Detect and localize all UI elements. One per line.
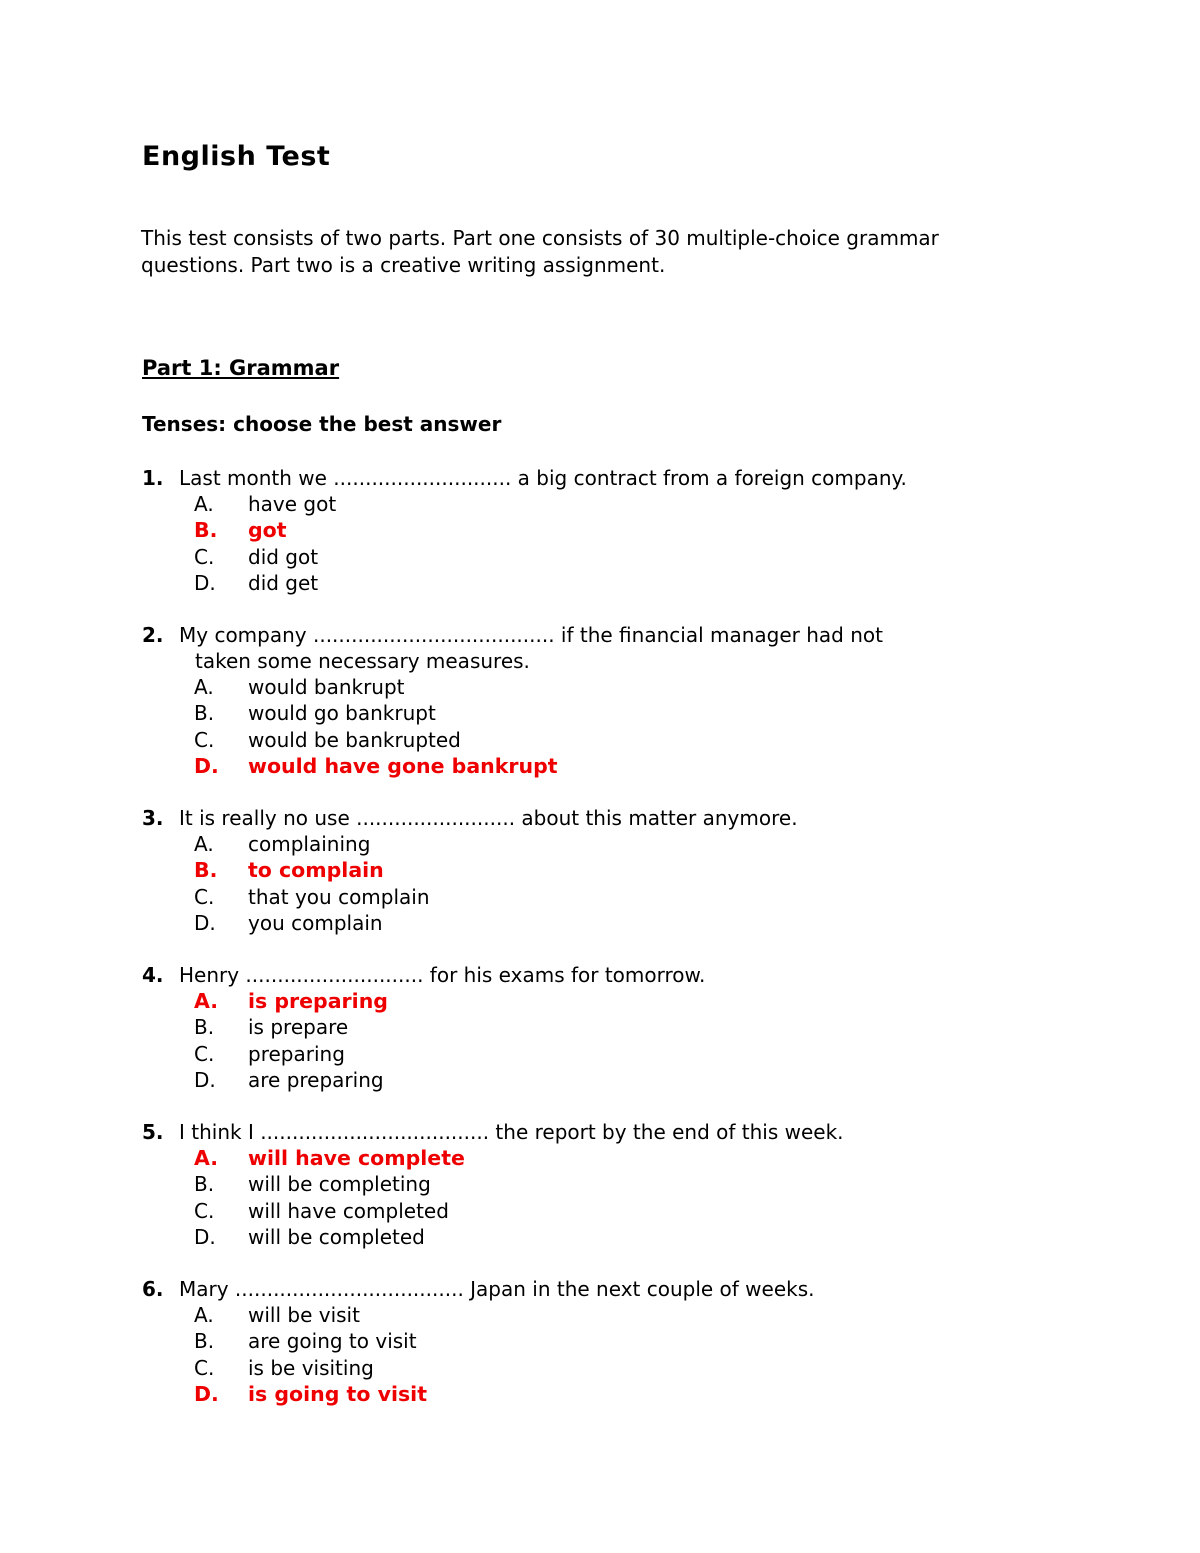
option-letter: D. bbox=[194, 1381, 219, 1406]
option-letter: A. bbox=[194, 832, 214, 856]
option-letter: B. bbox=[194, 858, 218, 883]
question-3 bbox=[142, 805, 1042, 936]
question-number: 1. bbox=[142, 466, 164, 490]
question-number: 6. bbox=[142, 1277, 164, 1301]
option-letter: C. bbox=[194, 1198, 215, 1223]
option-c[interactable] bbox=[142, 727, 1042, 753]
option-letter: C. bbox=[194, 1041, 215, 1066]
option-a[interactable] bbox=[142, 674, 1042, 700]
question-text: It is really no use ......................... about this matter anymore. bbox=[179, 806, 798, 830]
option-d-correct[interactable] bbox=[142, 1381, 1042, 1407]
option-text: will be completing bbox=[248, 1172, 431, 1197]
option-c[interactable] bbox=[142, 1198, 1042, 1224]
question-text: I think I .................................... the report by the end of this week. bbox=[179, 1120, 844, 1144]
question-text-continuation: taken some necessary measures. bbox=[195, 649, 530, 673]
option-text: are going to visit bbox=[248, 1329, 417, 1354]
option-letter: C. bbox=[194, 544, 215, 569]
question-text: Henry ............................ for his exams for tomorrow. bbox=[179, 963, 706, 987]
option-b[interactable] bbox=[142, 1328, 1042, 1354]
option-letter: C. bbox=[194, 727, 215, 752]
option-text: is be visiting bbox=[248, 1355, 374, 1380]
question-number: 3. bbox=[142, 806, 164, 830]
option-text: got bbox=[248, 518, 287, 543]
option-text: complaining bbox=[248, 832, 371, 856]
option-text: will have completed bbox=[248, 1198, 449, 1223]
section-heading: Tenses: choose the best answer bbox=[142, 412, 502, 436]
intro-paragraph: This test consists of two parts. Part one consists of 30 multiple-choice grammar questions. Part two is a creative writing assignment. bbox=[141, 226, 939, 277]
option-text: will have complete bbox=[248, 1146, 465, 1170]
option-letter: D. bbox=[194, 910, 216, 935]
option-text: would go bankrupt bbox=[248, 701, 436, 726]
option-letter: B. bbox=[194, 518, 218, 543]
option-d[interactable] bbox=[142, 570, 1042, 596]
option-text: have got bbox=[248, 492, 337, 516]
option-letter: A. bbox=[194, 675, 214, 699]
option-d[interactable] bbox=[142, 1067, 1042, 1093]
option-text: are preparing bbox=[248, 1067, 384, 1092]
question-text: My company ...................................... if the financial manager had not bbox=[179, 623, 883, 647]
option-text: preparing bbox=[248, 1041, 345, 1066]
part-1-heading: Part 1: Grammar bbox=[142, 356, 340, 380]
option-letter: D. bbox=[194, 1224, 216, 1249]
option-text: would bankrupt bbox=[248, 675, 405, 699]
option-text: will be completed bbox=[248, 1224, 425, 1249]
document-title: English Test bbox=[142, 141, 331, 172]
option-b[interactable] bbox=[142, 1014, 1042, 1040]
option-letter: C. bbox=[194, 1355, 215, 1380]
option-a-correct[interactable] bbox=[142, 1145, 1042, 1171]
option-letter: C. bbox=[194, 884, 215, 909]
option-text: will be visit bbox=[248, 1303, 360, 1327]
option-d[interactable] bbox=[142, 910, 1042, 936]
question-1 bbox=[142, 465, 1042, 596]
option-c[interactable] bbox=[142, 1041, 1042, 1067]
option-d-correct[interactable] bbox=[142, 753, 1042, 779]
option-c[interactable] bbox=[142, 544, 1042, 570]
question-number: 2. bbox=[142, 623, 164, 647]
question-4 bbox=[142, 962, 1042, 1093]
option-b-correct[interactable] bbox=[142, 517, 1042, 543]
option-b[interactable] bbox=[142, 700, 1042, 726]
question-text: Last month we ............................ a big contract from a foreign company. bbox=[179, 466, 907, 490]
option-a-correct[interactable] bbox=[142, 988, 1042, 1014]
option-a[interactable] bbox=[142, 491, 1042, 517]
question-5 bbox=[142, 1119, 1042, 1250]
question-text: Mary .................................... Japan in the next couple of weeks. bbox=[179, 1277, 815, 1301]
option-a[interactable] bbox=[142, 831, 1042, 857]
option-letter: D. bbox=[194, 753, 219, 778]
option-letter: D. bbox=[194, 570, 216, 595]
option-letter: D. bbox=[194, 1067, 216, 1092]
option-letter: A. bbox=[194, 1146, 219, 1170]
option-text: is prepare bbox=[248, 1015, 349, 1040]
option-letter: B. bbox=[194, 1172, 215, 1197]
option-text: that you complain bbox=[248, 884, 430, 909]
option-d[interactable] bbox=[142, 1224, 1042, 1250]
question-number: 4. bbox=[142, 963, 164, 987]
option-c[interactable] bbox=[142, 884, 1042, 910]
option-letter: A. bbox=[194, 492, 214, 516]
option-letter: A. bbox=[194, 989, 219, 1013]
option-letter: B. bbox=[194, 1015, 215, 1040]
option-text: would be bankrupted bbox=[248, 727, 461, 752]
option-b[interactable] bbox=[142, 1171, 1042, 1197]
option-text: would have gone bankrupt bbox=[248, 753, 558, 778]
option-text: you complain bbox=[248, 910, 383, 935]
option-b-correct[interactable] bbox=[142, 857, 1042, 883]
option-text: is going to visit bbox=[248, 1381, 427, 1406]
option-text: did got bbox=[248, 544, 319, 569]
option-text: to complain bbox=[248, 858, 384, 883]
option-letter: A. bbox=[194, 1303, 214, 1327]
question-2 bbox=[142, 622, 1042, 779]
option-letter: B. bbox=[194, 701, 215, 726]
question-number: 5. bbox=[142, 1120, 164, 1144]
option-letter: B. bbox=[194, 1329, 215, 1354]
option-c[interactable] bbox=[142, 1355, 1042, 1381]
option-text: did get bbox=[248, 570, 319, 595]
question-6 bbox=[142, 1276, 1042, 1407]
option-text: is preparing bbox=[248, 989, 388, 1013]
option-a[interactable] bbox=[142, 1302, 1042, 1328]
